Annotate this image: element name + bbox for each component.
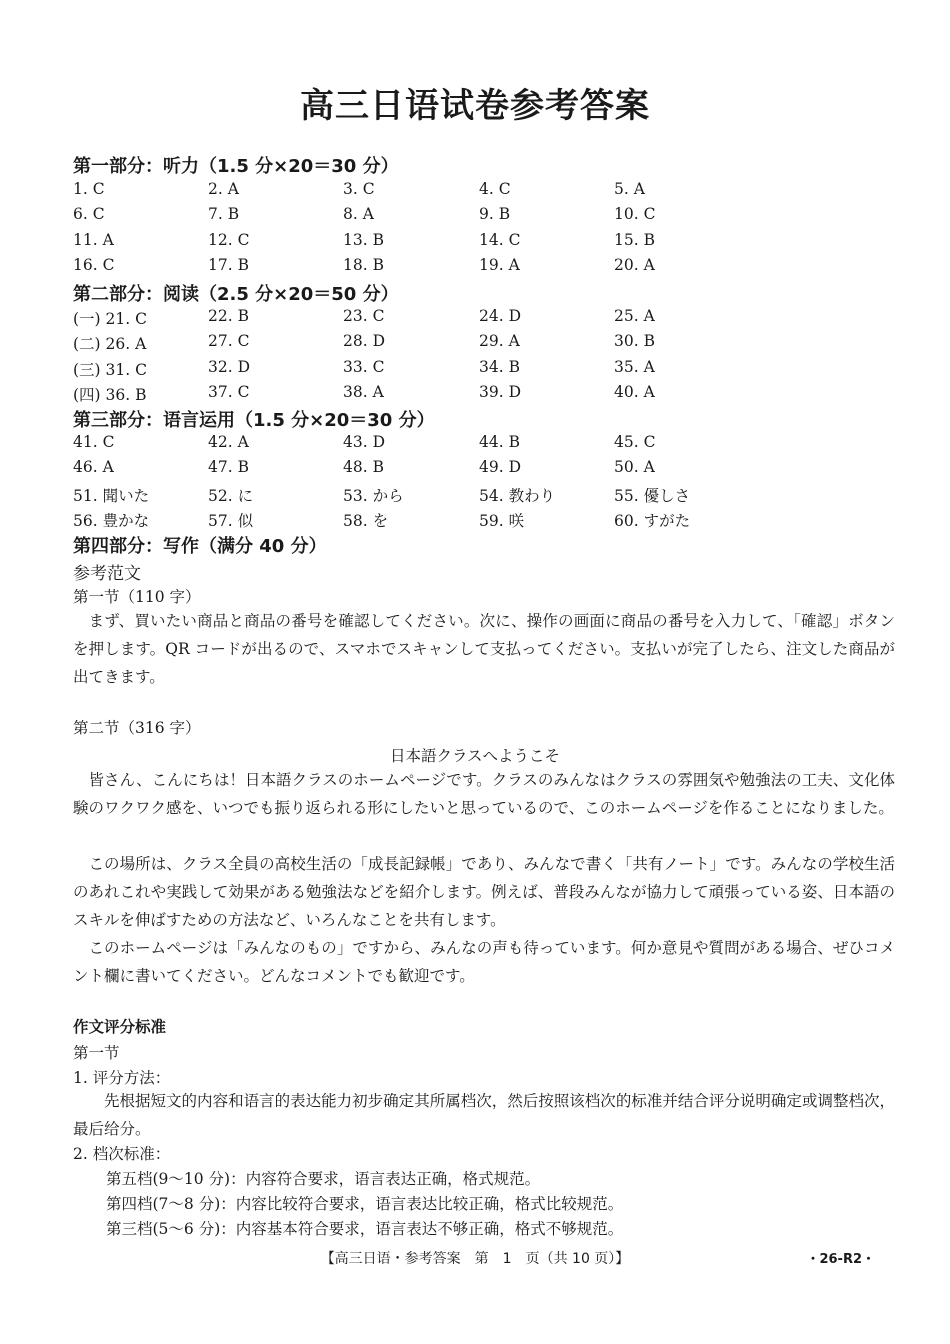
- answer-cell: 14. C: [479, 230, 521, 249]
- answer-cell: 22. B: [208, 307, 249, 325]
- answer-cell: 20. A: [614, 255, 655, 274]
- answer-cell: 43. D: [343, 433, 386, 451]
- answer-row: [73, 383, 893, 408]
- answer-cell: 52. に: [208, 486, 254, 505]
- answer-cell: 40. A: [614, 382, 655, 401]
- answer-cell: 19. A: [479, 255, 520, 274]
- sample-essay-label: 参考范文: [73, 564, 141, 584]
- section2-paragraph: 皆さん、こんにちは！日本語クラスのホームページです。クラスのみんなはクラスの雰囲気や勉強法の工夫、文化体験のワクワク感を、いつでも振り返られる形にしたいと思っているので、このホームページを作ることになりました。: [73, 771, 895, 817]
- answer-cell: 25. A: [614, 307, 655, 325]
- grading-method-text: 先根据短文的内容和语言的表达能力初步确定其所属档次，然后按照该档次的标准并结合评分说明确定或调整档次，最后给分。: [73, 1092, 895, 1138]
- grading-level-item: 第三档(5～6 分)：内容基本符合要求，语言表达不够正确，格式不够规范。: [106, 1220, 624, 1238]
- answer-cell: 42. A: [208, 433, 249, 451]
- part2-heading: 第二部分：阅读（2.5 分×20＝50 分）: [73, 284, 399, 305]
- answer-cell: 54. 教わり: [479, 486, 556, 505]
- answer-cell: 60. すがた: [614, 511, 691, 530]
- grading-level-item: 第四档(7～8 分)：内容比较符合要求，语言表达比较正确，格式比较规范。: [106, 1195, 624, 1213]
- section2-label: 第二节（316 字）: [73, 719, 201, 737]
- answer-cell: 17. B: [208, 255, 249, 274]
- answer-cell: 16. C: [73, 255, 115, 274]
- answer-row: [73, 180, 893, 205]
- grading-heading: 作文评分标准: [73, 1018, 167, 1036]
- answer-cell: 7. B: [208, 205, 240, 224]
- answer-row: [73, 256, 893, 281]
- answer-cell: 6. C: [73, 205, 105, 224]
- answer-cell: 37. C: [208, 382, 250, 401]
- grading-method-label: 1. 评分方法：: [73, 1069, 171, 1087]
- answer-cell: 44. B: [479, 433, 520, 451]
- answer-cell: 50. A: [614, 458, 655, 477]
- answer-cell: 47. B: [208, 458, 249, 477]
- answer-row: [73, 433, 893, 458]
- answer-cell: 13. B: [343, 230, 384, 249]
- page-footer: 【高三日语・参考答案 第 1 页（共 10 页）】: [320, 1251, 630, 1267]
- answer-cell: 35. A: [614, 357, 655, 376]
- answer-cell: 18. B: [343, 255, 384, 274]
- answer-cell: 38. A: [343, 382, 384, 401]
- answer-cell: 46. A: [73, 458, 114, 477]
- grading-section-label: 第一节: [73, 1044, 120, 1062]
- answer-cell: 57. 似: [208, 511, 254, 530]
- part3-heading: 第三部分：语言运用（1.5 分×20＝30 分）: [73, 410, 435, 431]
- section1-essay: まず、買いたい商品と商品の番号を確認してください。次に、操作の画面に商品の番号を入力して、「確認」ボタンを押します。QR コードが出るので、スマホでスキャンして支払ってください。支払いが完了したら、注文した商品が出てきます。: [73, 612, 895, 686]
- answer-cell: 2. A: [208, 180, 239, 198]
- answer-cell: 28. D: [343, 332, 386, 351]
- answer-cell: 29. A: [479, 332, 520, 351]
- answer-cell: 10. C: [614, 205, 656, 224]
- paper-code: ・26-R2・: [806, 1252, 875, 1267]
- answer-cell: 58. を: [343, 511, 389, 530]
- answer-row: [73, 484, 893, 509]
- answer-cell: 11. A: [73, 230, 114, 249]
- answer-cell: 15. B: [614, 230, 655, 249]
- answer-cell: 33. C: [343, 357, 385, 376]
- answer-cell: 53. から: [343, 486, 404, 505]
- answer-cell: 27. C: [208, 332, 250, 351]
- answer-cell: 24. D: [479, 307, 522, 325]
- part2-answer-grid: [73, 307, 893, 408]
- answer-cell: 30. B: [614, 332, 655, 351]
- answer-cell: 12. C: [208, 230, 250, 249]
- answer-cell: 48. B: [343, 458, 384, 477]
- answer-cell: 5. A: [614, 180, 645, 198]
- answer-cell: (四) 36. B: [73, 385, 147, 404]
- answer-cell: 8. A: [343, 205, 374, 224]
- answer-cell: 45. C: [614, 433, 656, 451]
- answer-row: [73, 458, 893, 483]
- answer-cell: 39. D: [479, 382, 522, 401]
- answer-cell: 9. B: [479, 205, 511, 224]
- section2-paragraph: この場所は、クラス全員の高校生活の「成長記録帳」であり、みんなで書く「共有ノート」です。みんなの学校生活のあれこれや実践して効果がある勉強法などを紹介します。例えば、普段みんなが協力して頑張っている姿、日本語のスキルを伸ばすための方法など、いろんなことを共有します。: [73, 855, 895, 929]
- answer-cell: 4. C: [479, 180, 511, 198]
- answer-cell: 1. C: [73, 180, 105, 198]
- section2-paragraph: このホームページは「みんなのもの」ですから、みんなの声も待っています。何か意見や質問がある場合、ぜひコメント欄に書いてください。どんなコメントでも歓迎です。: [73, 939, 895, 985]
- answer-cell: 32. D: [208, 357, 251, 376]
- answer-row: [73, 509, 893, 534]
- answer-row: [73, 205, 893, 230]
- part1-heading: 第一部分：听力（1.5 分×20＝30 分）: [73, 156, 399, 177]
- part1-answer-grid: [73, 180, 893, 281]
- answer-cell: 56. 豊かな: [73, 511, 150, 530]
- answer-row: [73, 231, 893, 256]
- section1-label: 第一节（110 字）: [73, 588, 201, 606]
- answer-cell: (三) 31. C: [73, 360, 147, 379]
- answer-row: [73, 332, 893, 357]
- answer-cell: 49. D: [479, 458, 522, 477]
- answer-cell: 23. C: [343, 307, 385, 325]
- answer-cell: 3. C: [343, 180, 375, 198]
- grading-level-item: 第五档(9～10 分)：内容符合要求，语言表达正确，格式规范。: [106, 1170, 541, 1188]
- answer-cell: (二) 26. A: [73, 335, 147, 354]
- answer-cell: 59. 咲: [479, 511, 525, 530]
- part4-heading: 第四部分：写作（满分 40 分）: [73, 536, 327, 557]
- answer-cell: 34. B: [479, 357, 520, 376]
- answer-row: [73, 358, 893, 383]
- answer-cell: 41. C: [73, 433, 115, 451]
- grading-levels-label: 2. 档次标准：: [73, 1145, 171, 1163]
- answer-cell: (一) 21. C: [73, 310, 147, 328]
- part3-answer-grid: [73, 433, 893, 534]
- answer-cell: 51. 聞いた: [73, 486, 150, 505]
- answer-cell: 55. 優しさ: [614, 486, 691, 505]
- section2-essay-title: 日本語クラスへようこそ: [389, 747, 561, 765]
- answer-row: [73, 307, 893, 332]
- page-title: 高三日语试卷参考答案: [300, 86, 650, 126]
